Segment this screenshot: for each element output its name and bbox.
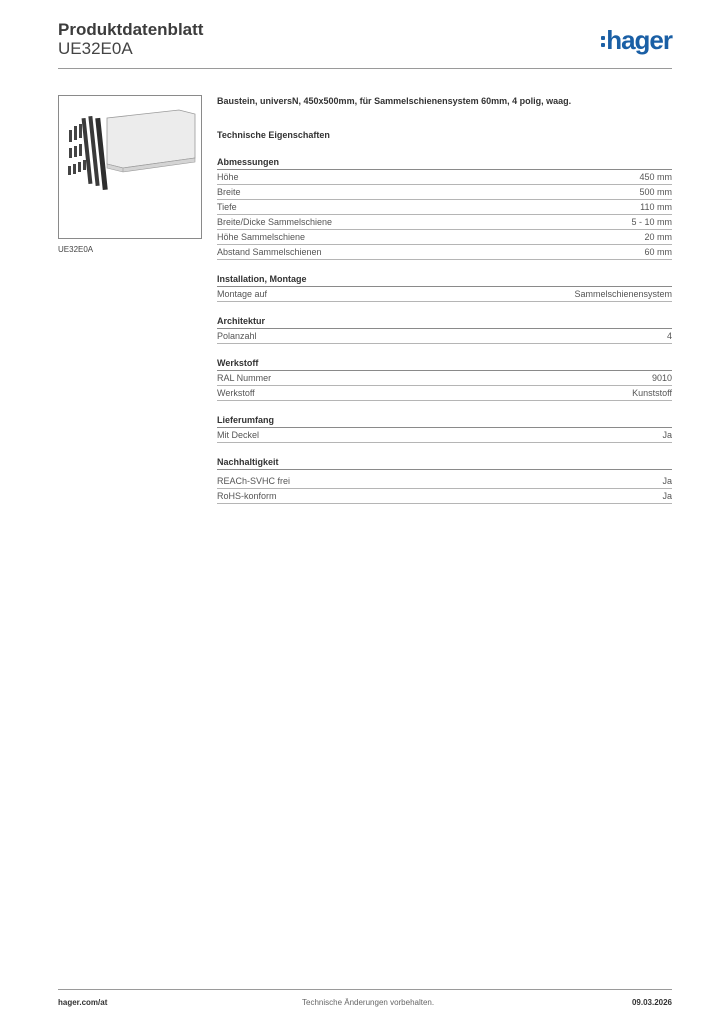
- spec-value: Ja: [662, 430, 672, 440]
- spec-label: Breite: [217, 187, 241, 197]
- spec-value: Ja: [662, 476, 672, 486]
- spec-row: [217, 215, 672, 230]
- spec-section-werkstoff: [217, 357, 672, 401]
- hager-logo: [601, 27, 672, 53]
- spec-row: [217, 245, 672, 260]
- spec-row: [217, 489, 672, 504]
- spec-value: Kunststoff: [632, 388, 672, 398]
- specs-heading: Technische Eigenschaften: [217, 130, 330, 140]
- spec-row: [217, 287, 672, 302]
- product-code: UE32E0A: [58, 39, 133, 58]
- page-title: Produktdatenblatt: [58, 20, 204, 39]
- spec-value: 4: [666, 331, 672, 341]
- spec-label: RAL Nummer: [217, 373, 272, 383]
- section-title: Nachhaltigkeit: [217, 456, 672, 470]
- footer-divider: [58, 989, 672, 990]
- header-divider: [58, 68, 672, 69]
- logo-text: hager: [606, 25, 672, 55]
- spec-section-installation: [217, 273, 672, 302]
- spec-label: Breite/Dicke Sammelschiene: [217, 217, 333, 227]
- spec-label: Montage auf: [217, 289, 268, 299]
- spec-label: Höhe Sammelschiene: [217, 232, 306, 242]
- spec-row: [217, 230, 672, 245]
- spec-label: RoHS-konform: [217, 491, 277, 501]
- spec-row: [217, 185, 672, 200]
- spec-section-abmessungen: [217, 156, 672, 260]
- spec-row: [217, 170, 672, 185]
- section-title: Lieferumfang: [217, 414, 672, 428]
- page-header: [58, 20, 672, 68]
- section-title: Architektur: [217, 315, 672, 329]
- section-title: Installation, Montage: [217, 273, 672, 287]
- section-title: Abmessungen: [217, 156, 672, 170]
- footer-notice: Technische Änderungen vorbehalten.: [302, 998, 435, 1007]
- footer-website-link[interactable]: hager.com/at: [58, 998, 108, 1007]
- spec-row: [217, 474, 672, 489]
- spec-value: Ja: [662, 491, 672, 501]
- spec-row: [217, 428, 672, 443]
- product-description: Baustein, universN, 450x500mm, für Sammelschienensystem 60mm, 4 polig, waag.: [217, 96, 572, 106]
- spec-value: 60 mm: [644, 247, 672, 257]
- spec-value: 450 mm: [639, 172, 672, 182]
- spec-label: Höhe: [217, 172, 239, 182]
- spec-value: Sammelschienensystem: [574, 289, 672, 299]
- product-illustration-icon: [59, 96, 201, 238]
- spec-value: 500 mm: [639, 187, 672, 197]
- spec-section-nachhaltigkeit: [217, 456, 672, 504]
- spec-row: [217, 329, 672, 344]
- spec-label: Abstand Sammelschienen: [217, 247, 322, 257]
- spec-row: [217, 386, 672, 401]
- product-details: [217, 95, 672, 504]
- product-image: [58, 95, 202, 239]
- spec-value: 9010: [651, 373, 672, 383]
- spec-value: 5 - 10 mm: [631, 217, 672, 227]
- spec-label: Werkstoff: [217, 388, 255, 398]
- spec-section-architektur: [217, 315, 672, 344]
- spec-label: Tiefe: [217, 202, 237, 212]
- section-title: Werkstoff: [217, 357, 672, 371]
- spec-value: 110 mm: [640, 202, 672, 212]
- spec-label: REACh-SVHC frei: [217, 476, 291, 486]
- spec-value: 20 mm: [644, 232, 672, 242]
- spec-row: [217, 200, 672, 215]
- image-caption: UE32E0A: [58, 245, 94, 254]
- spec-section-lieferumfang: [217, 414, 672, 443]
- logo-dots-icon: [601, 36, 605, 47]
- spec-row: [217, 371, 672, 386]
- spec-label: Polanzahl: [217, 331, 257, 341]
- footer-date: 09.03.2026: [631, 998, 672, 1007]
- spec-label: Mit Deckel: [217, 430, 260, 440]
